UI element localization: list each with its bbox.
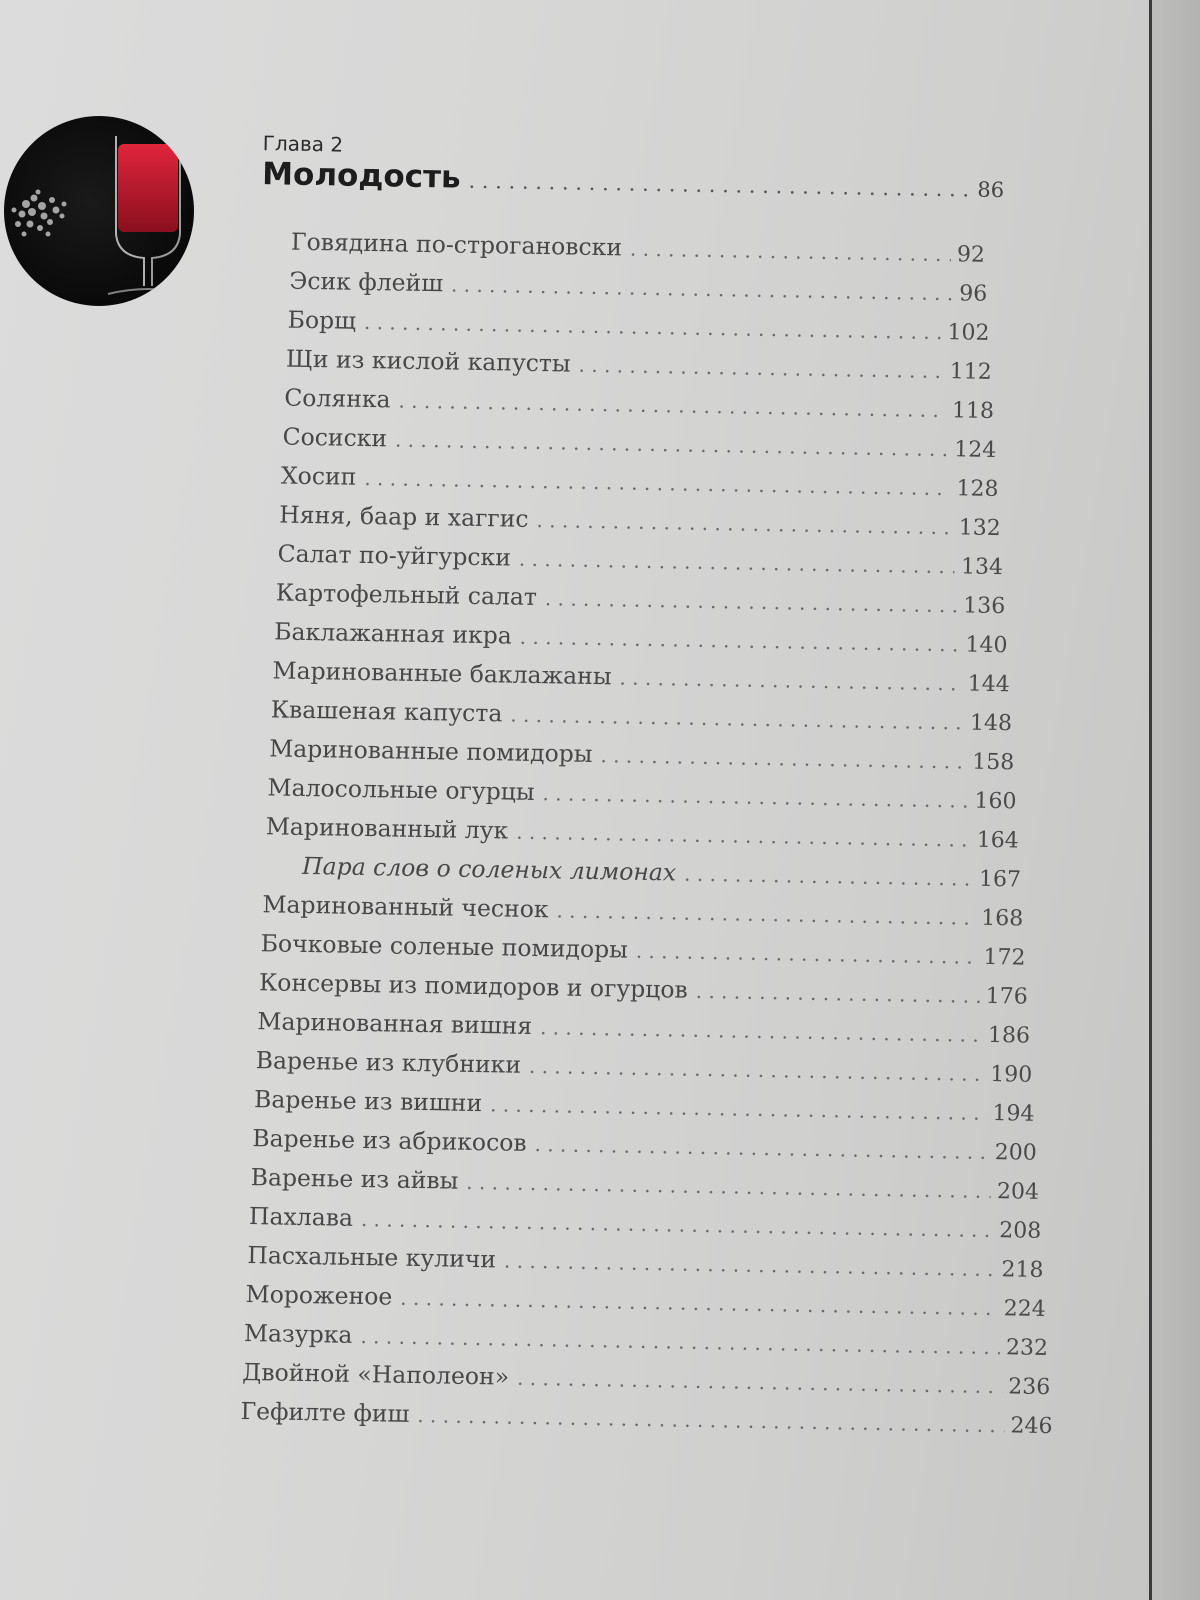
entry-page-number: 168 bbox=[981, 905, 1024, 932]
entry-page-number: 134 bbox=[960, 554, 1004, 581]
chapter-label: Глава 2 bbox=[262, 131, 344, 157]
entry-page-number: 236 bbox=[1008, 1374, 1051, 1401]
entry-title: Варенье из абрикосов bbox=[252, 1124, 527, 1157]
entry-page-number: 194 bbox=[992, 1101, 1035, 1127]
entry-title: Салат по-уйгурски bbox=[277, 539, 512, 572]
entry-title: Гефилте фиш bbox=[240, 1396, 410, 1428]
entry-title: Хосип bbox=[280, 461, 357, 491]
entry-page-number: 172 bbox=[983, 944, 1026, 971]
dot-leader bbox=[578, 346, 944, 391]
entry-title: Маринованная вишня bbox=[257, 1007, 533, 1040]
dot-leader bbox=[695, 972, 980, 1016]
entry-page-number: 218 bbox=[1001, 1257, 1044, 1283]
entry-page-number: 102 bbox=[947, 320, 990, 346]
entry-title: Пара слов о соленых лимонах bbox=[301, 851, 677, 887]
entry-title: Маринованные помидоры bbox=[268, 734, 593, 768]
entry-page-number: 140 bbox=[965, 632, 1008, 659]
dot-leader bbox=[619, 658, 962, 703]
entry-title: Варенье из айвы bbox=[250, 1163, 459, 1195]
page-edge bbox=[1149, 0, 1152, 1600]
entry-page-number: 92 bbox=[956, 242, 986, 268]
entry-title: Эсик флейш bbox=[289, 266, 444, 298]
entry-page-number: 132 bbox=[958, 515, 1001, 542]
entry-title: Бочковые соленые помидоры bbox=[260, 929, 629, 964]
entry-page-number: 118 bbox=[951, 398, 995, 424]
entry-page-number: 160 bbox=[974, 788, 1017, 815]
entry-title: Варенье из вишни bbox=[253, 1085, 483, 1118]
dot-leader bbox=[684, 855, 974, 899]
entry-title: Борщ bbox=[287, 305, 357, 335]
entry-page-number: 158 bbox=[971, 749, 1015, 776]
entry-title: Пасхальные куличи bbox=[247, 1241, 497, 1274]
entry-title: Баклажанная икра bbox=[274, 617, 513, 650]
entry-list bbox=[232, 222, 1113, 1446]
entry-page-number: 200 bbox=[994, 1140, 1037, 1166]
entry-page-number: 204 bbox=[996, 1179, 1040, 1205]
dot-leader bbox=[468, 169, 971, 202]
entry-title: Говядина по-строгановски bbox=[290, 227, 623, 262]
dot-leader bbox=[630, 230, 952, 275]
entry-title: Мороженое bbox=[245, 1280, 393, 1311]
entry-title: Картофельный салат bbox=[275, 578, 538, 611]
entry-page-number: 232 bbox=[1005, 1335, 1049, 1362]
dot-leader bbox=[600, 736, 966, 781]
entry-title: Мазурка bbox=[243, 1318, 353, 1349]
entry-page-number: 246 bbox=[1010, 1413, 1053, 1440]
entry-title: Солянка bbox=[284, 383, 391, 414]
chapter-page-number: 86 bbox=[977, 177, 1005, 203]
entry-page-number: 164 bbox=[976, 827, 1019, 854]
entry-title: Маринованные баклажаны bbox=[272, 656, 612, 691]
entry-title: Консервы из помидоров и огурцов bbox=[258, 968, 688, 1004]
entry-title: Маринованный чеснок bbox=[262, 890, 549, 924]
entry-title: Малосольные огурцы bbox=[267, 773, 535, 806]
entry-title: Маринованный лук bbox=[265, 812, 509, 845]
entry-page-number: 96 bbox=[958, 281, 988, 307]
entry-page-number: 186 bbox=[987, 1022, 1031, 1049]
entry-page-number: 136 bbox=[962, 593, 1006, 620]
entry-page-number: 167 bbox=[978, 866, 1022, 893]
entry-title: Варенье из клубники bbox=[255, 1046, 522, 1079]
entry-page-number: 128 bbox=[956, 476, 999, 503]
table-of-contents bbox=[232, 130, 1115, 1446]
chapter-title: Молодость bbox=[261, 156, 461, 196]
chapter-photo bbox=[4, 116, 194, 306]
entry-page-number: 112 bbox=[949, 359, 992, 385]
entry-page-number: 148 bbox=[969, 710, 1013, 737]
entry-page-number: 176 bbox=[985, 983, 1028, 1010]
entry-title: Няня, баар и хаггис bbox=[279, 500, 529, 533]
entry-page-number: 224 bbox=[1003, 1296, 1046, 1322]
adjacent-page bbox=[1152, 0, 1200, 1600]
entry-title: Квашеная капуста bbox=[270, 695, 503, 728]
entry-title: Щи из кислой капусты bbox=[285, 344, 571, 378]
entry-title: Двойной «Наполеон» bbox=[242, 1357, 510, 1391]
entry-page-number: 144 bbox=[967, 671, 1010, 698]
entry-page-number: 208 bbox=[999, 1218, 1042, 1244]
entry-title: Сосиски bbox=[282, 422, 388, 453]
entry-page-number: 190 bbox=[990, 1061, 1033, 1088]
entry-title: Пахлава bbox=[248, 1202, 354, 1232]
entry-page-number: 124 bbox=[953, 437, 997, 463]
